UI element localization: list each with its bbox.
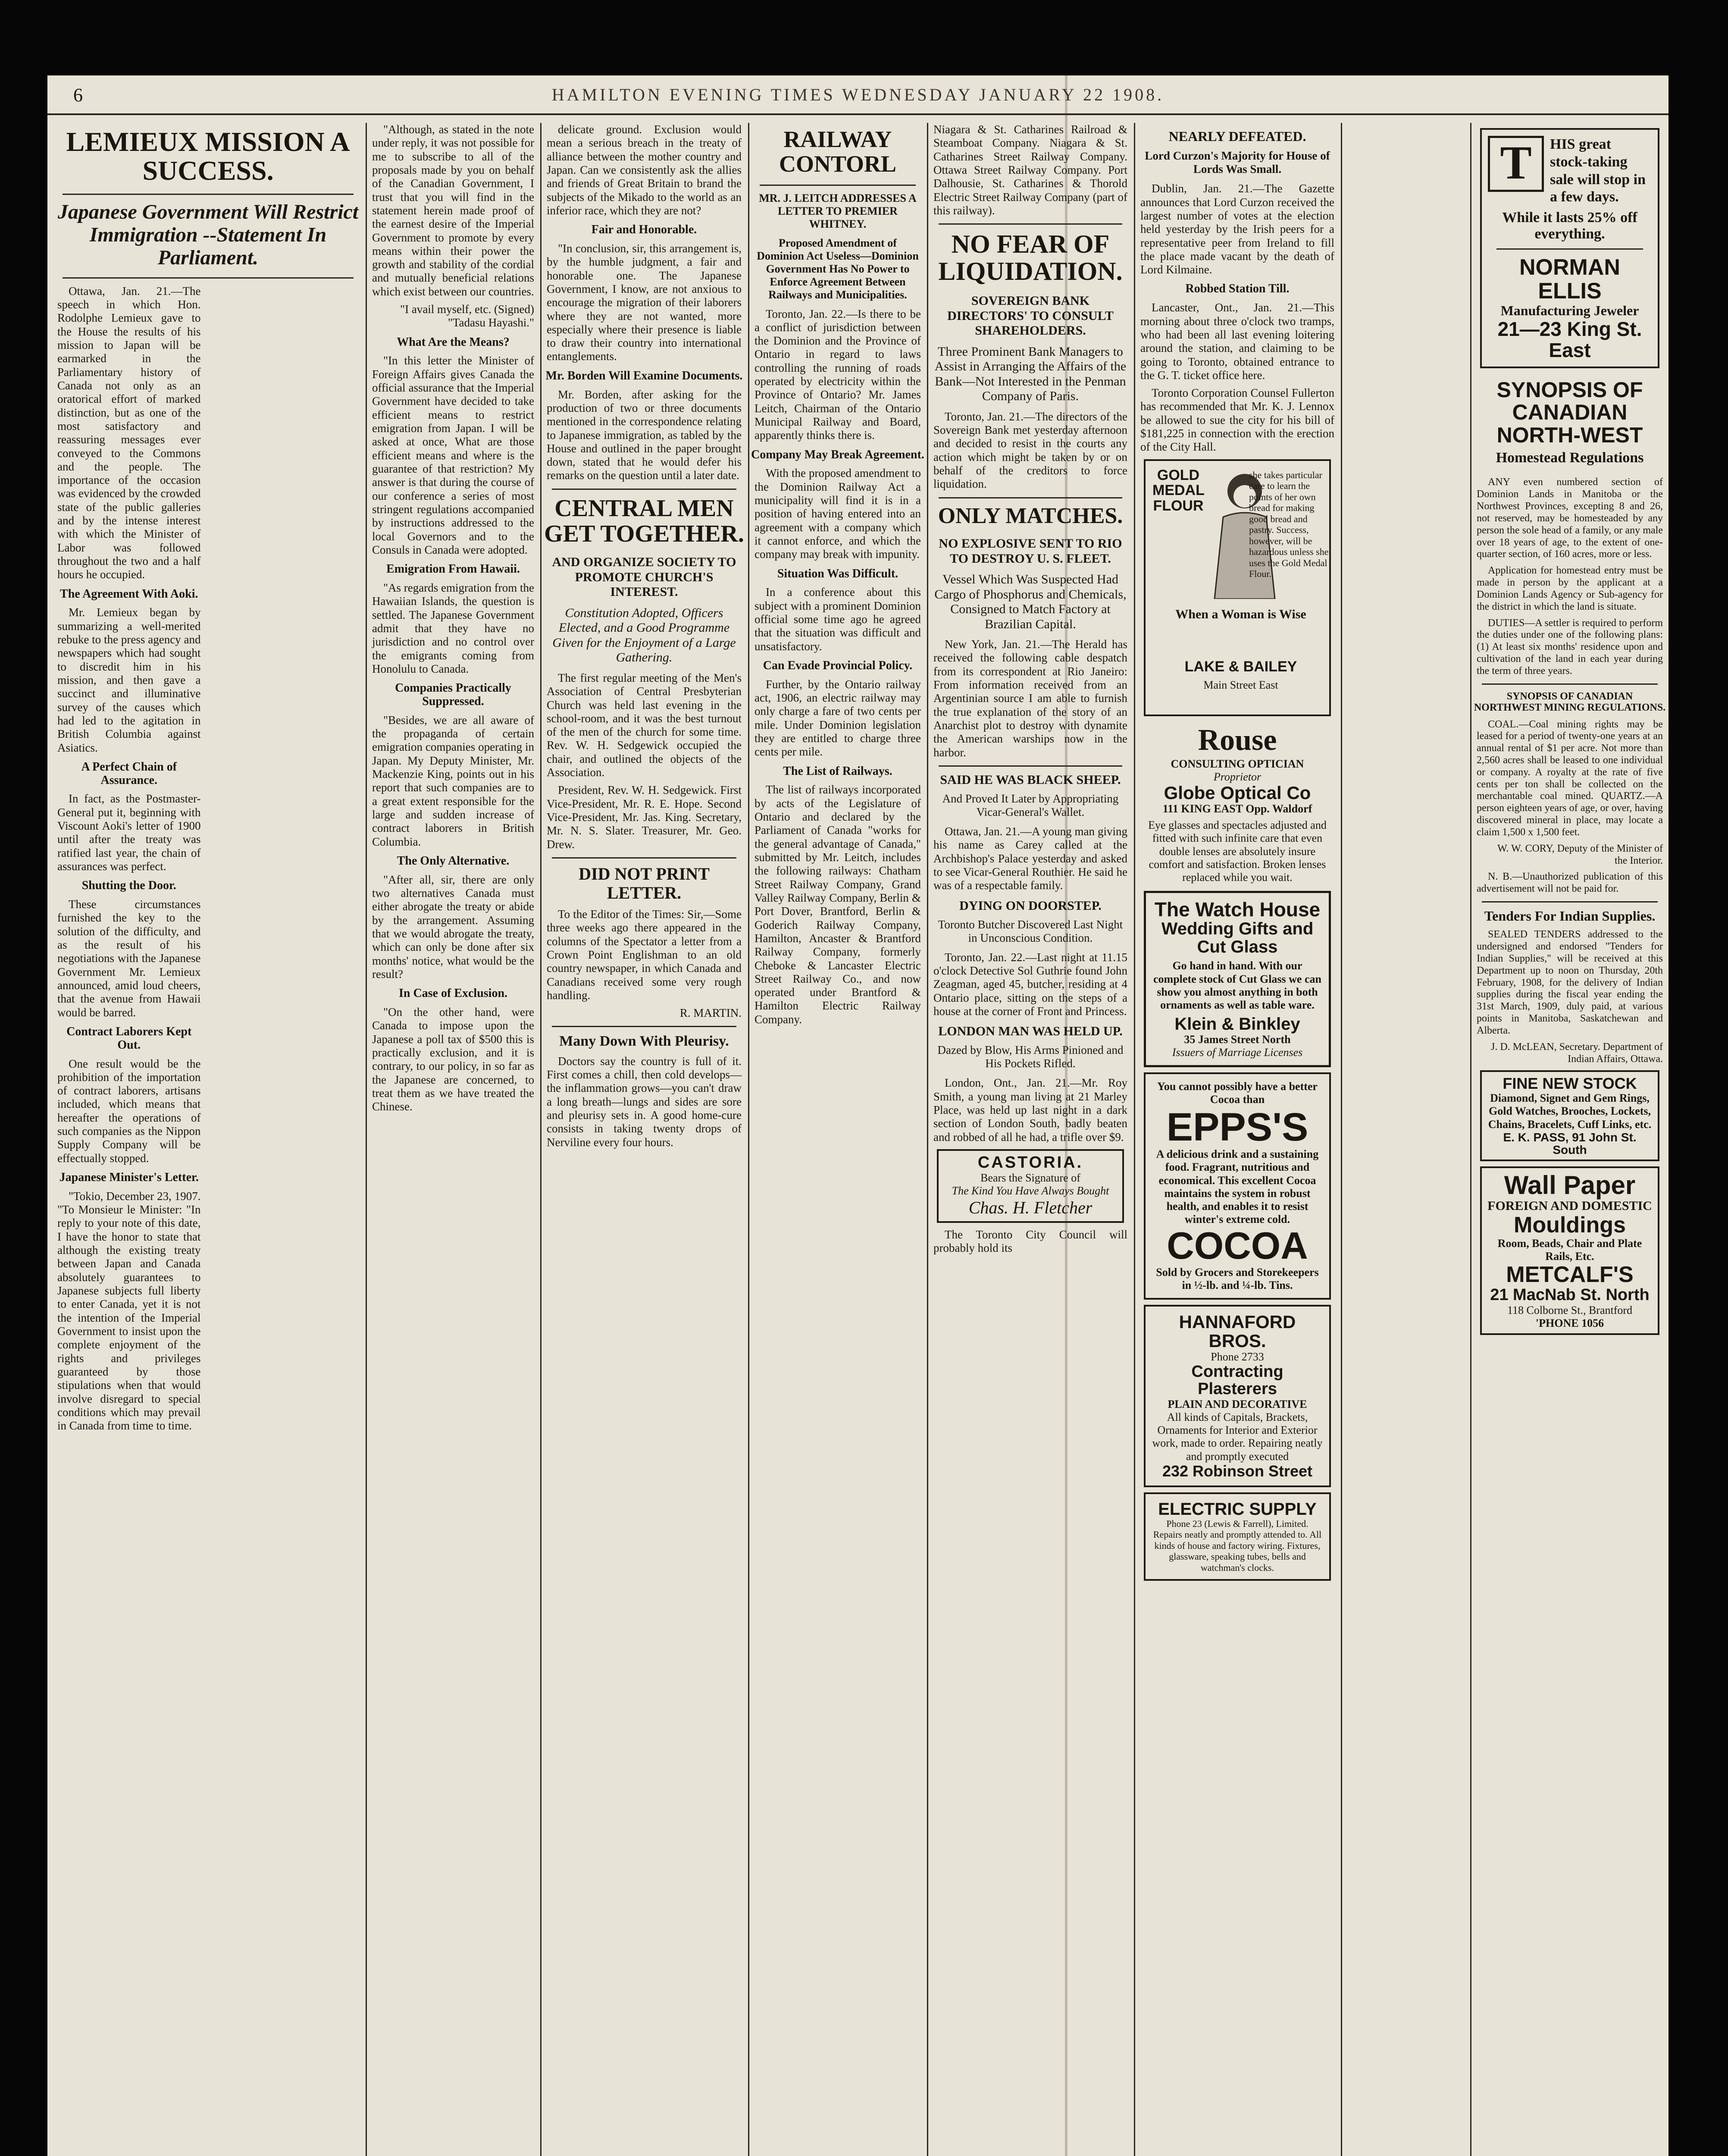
section-head: Japanese Minister's Letter.	[59, 1171, 199, 1185]
paragraph: To the Editor of the Times: Sir,—Some three weeks ago there appeared in the columns of the Spectator a letter from a Crown Point Englishman to an old country newspaper, in which Canada and Canadians received some very rough handling.	[547, 907, 742, 1002]
paragraph: President, Rev. W. H. Sedgewick. First Vice-President, Mr. R. E. Hope. Second Vice-President, Mr. Jas. King. Secretary, Mr. N. S. Slater. Treasurer, Mr. Geo. Drew.	[547, 783, 742, 851]
hannaford-address: 232 Robinson Street	[1162, 1462, 1313, 1480]
gold-medal-tagline: When a Woman is Wise	[1175, 607, 1306, 621]
castoria-signature: Chas. H. Fletcher	[968, 1198, 1093, 1218]
headline-matches: ONLY MATCHES.	[938, 503, 1123, 528]
divider	[760, 185, 916, 186]
column-rule	[927, 123, 928, 2156]
lead-story-column	[54, 123, 362, 2156]
section-head: A Perfect Chain of Assurance.	[81, 760, 177, 787]
signature: R. MARTIN.	[679, 1006, 742, 1020]
castoria-title: CASTORIA.	[977, 1153, 1083, 1172]
subhead-lemieux: Japanese Government Will Restrict Immigration --Statement In Parliament.	[57, 201, 359, 269]
paragraph: N. B.—Unauthorized publication of this advertisement will not be paid for.	[1477, 871, 1663, 895]
paragraph: COAL.—Coal mining rights may be leased for a period of twenty-one years at an annual rental of $1 per acre. Not more than 2,560 acres shall be leased to one individual or company. A royalty at the rate of five cents per ton shall be collected on the merchantable coal mined. QUARTZ.—A person eighteen years of age, or over, having discovered mineral in place, may locate a claim 1,500 x 1,500 feet.	[1477, 718, 1663, 838]
headline-london-man: LONDON MAN WAS HELD UP.	[938, 1024, 1123, 1039]
paragraph: Mr. Lemieux began by summarizing a well-merited rebuke to the press agency and newspapers which had sought to discredit him in his mission, and then gave a succinct and illuminative survey of the causes which had led to the agitation in British Columbia against Asiatics.	[57, 606, 201, 754]
deck: MR. J. LEITCH ADDRESSES A LETTER TO PREMIER WHITNEY.	[759, 192, 917, 231]
paragraph: Lancaster, Ont., Jan. 21.—This morning about three o'clock two tramps, who had been all last evening loitering around the station, and claiming to be going to Toronto, obtained entrance to the G. T. ticket office here.	[1140, 301, 1334, 382]
rouse-proprietor: Proprietor	[1213, 770, 1262, 783]
column-rule	[1470, 123, 1471, 2156]
epps-top: You cannot possibly have a better Cocoa than	[1157, 1080, 1318, 1106]
hannaford-kind: PLAIN AND DECORATIVE	[1168, 1398, 1307, 1410]
paragraph: "Besides, we are all aware of the propaganda of certain emigration companies operating in Japan. My Deputy Minister, Mr. Mackenzie King, points out in his report that such companies are to a great extent responsible for the large and sudden increase of contract laborers in British Columbia.	[372, 713, 534, 848]
watch-title: The Watch House	[1154, 898, 1321, 921]
deck: Dazed by Blow, His Arms Pinioned and His Pockets Rifled.	[937, 1044, 1124, 1070]
tenders-title: Tenders For Indian Supplies.	[1484, 908, 1656, 924]
castoria-ad	[937, 1149, 1124, 1223]
gold-medal-company: LAKE & BAILEY	[1184, 658, 1297, 675]
paragraph: Ottawa, Jan. 21.—The speech in which Hon. Rodolphe Lemieux gave to the House the results of his mission to Japan will be earmarked in the Parliamentary history of Canada not only as an oratorical effort of marked distinction, but as one of the most satisfactory and reassuring messages ever conveyed to the Commons and the people. The importance of the occasion was evidenced by the crowded state of the public galleries and by the intense interest with which the Minister of Labor was followed throughout the two and a half hours he occupied.	[57, 284, 201, 581]
page-number: 6	[73, 85, 83, 106]
headline-lemieux: LEMIEUX MISSION A SUCCESS.	[66, 126, 350, 186]
paragraph: "Although, as stated in the note under reply, it was not possible for me to subscribe to all of the proposals made by you on behalf of the Canadian Government, I trust that you will find in the statement herein made proof of the earnest desire of the Imperial Government to promote by every means within their power the growth and stability of the cordial and mutually beneficial relations which exist between our countries.	[372, 123, 534, 298]
mining-title: SYNOPSIS OF CANADIAN NORTHWEST MINING REGULATIONS.	[1474, 690, 1666, 714]
wall-title: Wall Paper	[1504, 1171, 1636, 1200]
headline-liquidation: NO FEAR OF LIQUIDATION.	[938, 230, 1123, 286]
paragraph: In a conference about this subject with a prominent Dominion official some time ago he agreed that the situation was difficult and unsatisfactory.	[754, 586, 921, 653]
divider	[939, 223, 1122, 225]
masthead-rule	[47, 113, 1669, 115]
column-7-spacer	[1344, 123, 1467, 2156]
masthead: HAMILTON EVENING TIMES WEDNESDAY JANUARY 22 1908.	[551, 85, 1165, 104]
divider	[1496, 248, 1643, 250]
section-head: The Only Alternative.	[397, 854, 510, 868]
paragraph: These circumstances furnished the key to the solution of the difficulty, and as the result of his negotiations with the Japanese Government Mr. Lemieux announced, amid loud cheers, that the avenue from Hawaii would be barred.	[57, 898, 201, 1019]
column-5	[930, 123, 1131, 2156]
wall-moulding: Mouldings	[1514, 1213, 1626, 1238]
paragraph: "After all, sir, there are only two alternatives Canada must either abrogate the treaty or abide by the arrangement. Assuming that we would abrogate the treaty, which can only be done after six months' notice, what would be the result?	[372, 873, 534, 981]
section-head: Mr. Borden Will Examine Documents.	[545, 369, 743, 382]
cocoa-sold: Sold by Grocers and Storekeepers in ½-lb. and ¼-lb. Tins.	[1156, 1266, 1319, 1291]
paragraph: Toronto Corporation Counsel Fullerton has recommended that Mr. K. J. Lennox be allowed to sue the city for his bill of $181,225 in connection with the erection of the City Hall.	[1140, 386, 1334, 454]
wall-paper-ad	[1480, 1166, 1659, 1335]
deck: Vessel Which Was Suspected Had Cargo of Phosphorus and Chemicals, Consigned to Match Factory at Brazilian Capital.	[934, 572, 1127, 631]
paragraph: Niagara & St. Catharines Railroad & Steamboat Company. Niagara & St. Catharines Street Railway Company. Ottawa Street Railway Company. Port Dalhousie, St. Catharines & Thorold Electric Street Railway Company (part of this railway).	[933, 123, 1127, 217]
rouse-text: Eye glasses and spectacles adjusted and fitted with such infinite care that even double lenses are absolutely insure comfort and satisfaction. Broken lenses replaced while you wait.	[1148, 819, 1327, 884]
rouse-address: 111 KING EAST Opp. Waldorf	[1162, 802, 1312, 815]
norman-ellis-address: 21—23 King St. East	[1497, 318, 1642, 361]
synopsis-title: SYNOPSIS OF CANADIAN NORTH-WEST	[1496, 377, 1643, 447]
paragraph: Dublin, Jan. 21.—The Gazette announces that Lord Curzon received the largest number of votes at the election held yesterday by the Irish peers for a representative peer from Ireland to fill the place made vacant by the death of Lord Kilmaine.	[1140, 182, 1334, 276]
paragraph: Toronto, Jan. 21.—The directors of the Sovereign Bank met yesterday afternoon and decided to resist in the courts any action which might be taken by or on behalf of the creditors to force liquidation.	[933, 410, 1127, 491]
section-head: Situation Was Difficult.	[777, 567, 898, 580]
paragraph: New York, Jan. 21.—The Herald has received the following cable despatch from its correspondent at Rio Janeiro: From information received from an Argentinian source I am able to furnish the true explanation of the story of an Anarchist plot to destroy with dynamite the American warships now in the harbor.	[933, 638, 1127, 759]
paragraph: "Tokio, December 23, 1907. "To Monsieur le Minister: "In reply to your note of this date, I have the honor to state that although the existing treaty between Japan and Canada absolutely guarantees to Japanese subjects full liberty to enter Canada, yet it is not the intention of the Imperial Government to insist upon the complete enjoyment of the rights and privileges guaranteed by those stipulations when that would involve disregard to special conditions which may prevail in Canada from time to time.	[57, 1189, 201, 1432]
column-2	[369, 123, 538, 2156]
gold-medal-text: she takes particular care to learn the points of her own bread for making good bread and pastry. Success, however, will be hazardous unless she uses the Gold Medal Flour.	[1249, 469, 1329, 580]
gold-medal-title: GOLD MEDAL FLOUR	[1152, 467, 1205, 514]
column-rule	[366, 123, 367, 2156]
newspaper-page	[47, 75, 1669, 2156]
paragraph: ANY even numbered section of Dominion Lands in Manitoba or the Northwest Provinces, excepting 8 and 26, not reserved, may be homesteaded by any person the sole head of a family, or any male over 18 years of age, to the extent of one-quarter section, of 160 acres, more or less.	[1477, 476, 1663, 560]
divider	[1482, 683, 1658, 685]
signature: J. D. McLEAN, Secretary. Department of Indian Affairs, Ottawa.	[1491, 1041, 1663, 1065]
wall-address: 21 MacNab St. North	[1490, 1285, 1650, 1304]
section-head: Companies Practically Suppressed.	[395, 681, 511, 708]
headline-letter: DID NOT PRINT LETTER.	[579, 864, 710, 903]
paragraph: DUTIES—A settler is required to perform the duties under one of the following plans: (1) At least six months' residence upon and cultivation of the land in each year during the term of three years.	[1477, 617, 1663, 677]
paragraph: In fact, as the Postmaster-General put it, beginning with Viscount Aoki's letter of 1900 until after the treaty was ratified last year, the chain of assurances was perfect.	[57, 792, 201, 873]
epps-text: A delicious drink and a sustaining food. Fragrant, nutritious and economical. This excellent Cocoa maintains the system in robust health, and enables it to resist winter's extreme cold.	[1156, 1148, 1319, 1225]
headline-dying: DYING ON DOORSTEP.	[959, 898, 1102, 913]
hannaford-trade: Contracting Plasterers	[1191, 1363, 1283, 1398]
rouse-optician-ad	[1146, 723, 1329, 884]
hannaford-ad	[1144, 1305, 1331, 1487]
deck: Proposed Amendment of Dominion Act Useless—Dominion Government Has No Power to Enforce Agreement Between Railways and Municipalities.	[757, 237, 919, 301]
watch-text: Go hand in hand. With our complete stock of Cut Glass we can show you almost anything in both ornaments as well as table ware.	[1153, 959, 1321, 1011]
column-rule	[540, 123, 542, 2156]
electric-text: Phone 23 (Lewis & Farrell), Limited. Repairs neatly and promptly attended to. All kinds of house and factory wiring. Fixtures, glassware, speaking tubes, bells and watchman's clocks.	[1153, 1518, 1322, 1573]
castoria-sub: Bears the Signature of	[980, 1171, 1080, 1184]
hannaford-phone: Phone 2733	[1211, 1351, 1264, 1363]
electric-supply-ad	[1144, 1492, 1331, 1581]
paragraph: Mr. Borden, after asking for the production of two or three documents mentioned in the correspondence relating to Japanese immigration, as tabled by the House and outlined in the paper brought down, stated that he would defer his remarks on the question until a later date.	[547, 388, 742, 482]
paragraph: SEALED TENDERS addressed to the undersigned and endorsed "Tenders for Indian Supplies," will be received at this Department up to noon on Thursday, 20th February, 1908, for the delivery of Indian supplies during the fiscal year ending the 31st March, 1909, duly paid, at various points in Manitoba, Saskatchewan and Alberta.	[1477, 929, 1663, 1036]
headline-pleurisy: Many Down With Pleurisy.	[559, 1033, 729, 1050]
column-rule	[1341, 123, 1342, 2156]
section-head: Emigration From Hawaii.	[386, 562, 520, 576]
column-rule	[1134, 123, 1135, 2156]
column-rule	[748, 123, 749, 2156]
paragraph: delicate ground. Exclusion would mean a serious breach in the treaty of alliance between the mother country and Japan. Can we consistently ask the allies and friends of Great Britain to brand the subjects of the Mikado to the world as an inferior race, which they are not?	[547, 123, 742, 217]
paragraph: London, Ont., Jan. 21.—Mr. Roy Smith, a young man living at 21 Marley Place, was held up last night in a dark section of London South, badly beaten and robbed of all he had, a trifle over $9.	[933, 1076, 1127, 1144]
deck: Constitution Adopted, Officers Elected, and a Good Programme Given for the Enjoyment of a Large Gathering.	[552, 605, 736, 665]
deck: And Proved It Later by Appropriating Vicar-General's Wallet.	[942, 792, 1119, 819]
rouse-company: Globe Optical Co	[1164, 783, 1311, 803]
gold-medal-flour-ad	[1144, 459, 1331, 716]
paragraph: The list of railways incorporated by acts of the Legislature of Ontario and declared by the Parliament of Canada "works for the general advantage of Canada," submitted by Mr. Leitch, includes the following railways: Chatham Street Railway Company, Grand Valley Railway Company, Berlin & Port Dover, Brantford, Berlin & Goderich Railway Company, Hamilton, Ancaster & Brantford Railway Company, formerly Cheboke & Lancaster Electric Street Railway Co., and now operated under Brantford & Hamilton Electric Railway Company.	[754, 783, 921, 1026]
divider	[1482, 901, 1658, 903]
paragraph: Further, by the Ontario railway act, 1906, an electric railway may only charge a fare of two cents per mile. Under Dominion legislation they are entitled to charge three cents per mile.	[754, 677, 921, 758]
electric-title: ELECTRIC SUPPLY	[1158, 1499, 1317, 1519]
section-head: Company May Break Agreement.	[751, 448, 924, 461]
watch-sub: Wedding Gifts and Cut Glass	[1161, 919, 1314, 957]
section-head: Can Evade Provincial Policy.	[763, 658, 913, 672]
rouse-role: CONSULTING OPTICIAN	[1171, 757, 1304, 770]
section-head: The List of Railways.	[783, 764, 892, 778]
epps-cocoa-ad	[1144, 1072, 1331, 1300]
divider	[939, 765, 1122, 767]
wall-branch: 118 Colborne St., Brantford	[1507, 1304, 1633, 1316]
deck: Toronto Butcher Discovered Last Night in Unconscious Condition.	[938, 918, 1123, 944]
norman-ellis-name: NORMAN ELLIS	[1519, 255, 1620, 304]
deck: Three Prominent Bank Managers to Assist in Arranging the Affairs of the Bank—Not Interested in the Penman Company of Paris.	[934, 344, 1127, 404]
pass-name: E. K. PASS, 91 John St. South	[1503, 1130, 1637, 1157]
paragraph: "On the other hand, were Canada to impose upon the Japanese a poll tax of $500 this is practically exclusion, and it is contrary, to our policy, in so far as the Japanese are concerned, to treat them as we have treated the Chinese.	[372, 1005, 534, 1113]
paragraph: Application for homestead entry must be made in person by the applicant at a Dominion Lands Agency or Sub-agency for the district in which the land is situate.	[1477, 565, 1663, 612]
pass-title: FINE NEW STOCK	[1503, 1075, 1637, 1093]
hannaford-text: All kinds of Capitals, Brackets, Ornaments for Interior and Exterior work, made to order. Repairing neatly and promptly executed	[1152, 1411, 1323, 1463]
paragraph: "In conclusion, sir, this arrangement is, by the humble judgment, a fair and honorable one. The Japanese Government, I know, are not anxious to encourage the migration of their laborers where they are not wanted, more especially where their presence is liable to draw their country into international entanglements.	[547, 241, 742, 363]
section-head: Contract Laborers Kept Out.	[66, 1025, 192, 1052]
paragraph: With the proposed amendment to the Dominion Railway Act a municipality will find it is in a position of having entered into an agreement with a company which it cannot enforce, and which the company may break with impunity.	[754, 467, 921, 561]
deck: Lord Curzon's Majority for House of Lords Was Small.	[1145, 149, 1330, 176]
ad-drop-cap: T	[1488, 136, 1544, 192]
paragraph: Doctors say the country is full of it. First comes a chill, then cold develops—the inflammation grows—you can't draw a long breath—lungs and sides are sore and pleurisy sets in. A good home-cure consists in taking twenty drops of Nerviline every four hours.	[547, 1054, 742, 1149]
epps-name: EPPS'S	[1166, 1105, 1309, 1149]
divider	[63, 277, 354, 279]
section-head: In Case of Exclusion.	[398, 987, 508, 1000]
divider	[552, 857, 736, 859]
paragraph: The Toronto City Council will probably hold its	[933, 1228, 1127, 1255]
lead-story-body	[54, 285, 362, 2156]
norman-ellis-ad	[1480, 128, 1659, 368]
divider	[552, 1026, 736, 1027]
gold-medal-address: Main Street East	[1203, 678, 1278, 691]
wall-sub: FOREIGN AND DOMESTIC	[1487, 1199, 1652, 1213]
divider	[939, 497, 1122, 498]
signature: W. W. CORY, Deputy of the Minister of the Interior.	[1497, 843, 1663, 866]
synopsis-notice	[1480, 379, 1659, 467]
castoria-note: The Kind You Have Always Bought	[952, 1184, 1109, 1197]
divider	[63, 194, 354, 195]
paragraph: Toronto, Jan. 22.—Last night at 11.15 o'clock Detective Sol Guthrie found John Zeagman, aged 45, butcher, residing at 4 Ontario place, sitting on the steps of a house at the corner of Front and Princess.	[933, 950, 1127, 1018]
hannaford-name: HANNAFORD BROS.	[1179, 1311, 1296, 1351]
paragraph: "In this letter the Minister of Foreign Affairs gives Canada the official assurance that the Imperial Government have decided to take efficient means to restrict emigration from Japan. I will be asked at once, What are those efficient means and where is the guarantee of that restriction? My answer is that during the course of our conference a series of most stringent regulations accompanied by instructions addressed to the local Governors and to the Consuls in Canada were adopted.	[372, 354, 534, 556]
wall-text: Room, Beads, Chair and Plate Rails, Etc.	[1497, 1237, 1642, 1263]
watch-issuer: Issuers of Marriage Licenses	[1172, 1046, 1303, 1059]
rouse-name: Rouse	[1198, 723, 1277, 757]
norman-ellis-line: While it lasts 25% off everything.	[1502, 210, 1637, 242]
section-head: What Are the Means?	[397, 335, 510, 349]
pass-text: Diamond, Signet and Gem Rings, Gold Watches, Brooches, Lockets, Chains, Bracelets, Cuff Links, etc.	[1488, 1092, 1652, 1131]
norman-ellis-role: Manufacturing Jeweler	[1500, 303, 1639, 319]
paragraph: "As regards emigration from the Hawaiian Islands, the question is settled. The Japanese Government admit that they have no jurisdiction and no control over the emigrants coming from Honolulu to Canada.	[372, 581, 534, 675]
watch-address: 35 James Street North	[1184, 1033, 1291, 1046]
column-6	[1137, 123, 1338, 2156]
divider	[552, 489, 736, 490]
section-head: Robbed Station Till.	[1185, 282, 1290, 296]
watch-company: Klein & Binkley	[1174, 1014, 1300, 1034]
column-3	[543, 123, 745, 2156]
column-8	[1473, 123, 1666, 2156]
deck: SOVEREIGN BANK DIRECTORS' TO CONSULT SHAREHOLDERS.	[947, 294, 1114, 338]
cocoa-title: COCOA	[1167, 1224, 1308, 1267]
deck: AND ORGANIZE SOCIETY TO PROMOTE CHURCH'S INTEREST.	[552, 555, 736, 599]
section-head: The Agreement With Aoki.	[60, 587, 198, 601]
headline-central-men: CENTRAL MEN GET TOGETHER.	[544, 495, 744, 547]
paragraph: Ottawa, Jan. 21.—A young man giving his name as Carey called at the Archbishop's Palace yesterday and asked to see Vicar-General Routhier. He said he was of a respectable family.	[933, 825, 1127, 892]
wall-phone: 'PHONE 1056	[1535, 1316, 1604, 1329]
wall-name: METCALF'S	[1506, 1262, 1634, 1288]
paragraph: Toronto, Jan. 22.—Is there to be a conflict of jurisdiction between the Dominion and the Province of Ontario in regard to laws controlling the running of roads operated by electricity within the Province of Ontario? Mr. James Leitch, Chairman of the Ontario Municipal Railway and Board, apparently thinks there is.	[754, 307, 921, 442]
norman-ellis-text: HIS great stock-taking sale will stop in a few days.	[1550, 136, 1646, 205]
section-head: Shutting the Door.	[81, 879, 176, 893]
paragraph: The first regular meeting of the Men's Association of Central Presbyterian Church was held last evening in the school-room, and it was the best turnout of the men of the church for some time. Rev. W. H. Sedgewick occupied the chair, and outlined the objects of the Association.	[547, 671, 742, 779]
deck: NO EXPLOSIVE SENT TO RIO TO DESTROY U. S. FLEET.	[939, 536, 1122, 566]
signature: "I avail myself, etc. (Signed) "Tadasu Hayashi."	[400, 303, 534, 329]
section-head: Fair and Honorable.	[591, 223, 697, 237]
synopsis-sub: Homestead Regulations	[1496, 450, 1644, 466]
watch-house-ad	[1144, 891, 1331, 1067]
paragraph: One result would be the prohibition of the importation of contract laborers, artisans included, which means that hereafter the operations of such companies as the Nippon Supply Company will be effectually stopped.	[57, 1057, 201, 1165]
headline-railway: RAILWAY CONTORL	[779, 126, 897, 177]
headline-nearly-defeated: NEARLY DEFEATED.	[1168, 128, 1306, 144]
column-4	[751, 123, 924, 2156]
pass-jeweler-ad	[1480, 1070, 1659, 1161]
headline-black-sheep: SAID HE WAS BLACK SHEEP.	[940, 772, 1121, 787]
